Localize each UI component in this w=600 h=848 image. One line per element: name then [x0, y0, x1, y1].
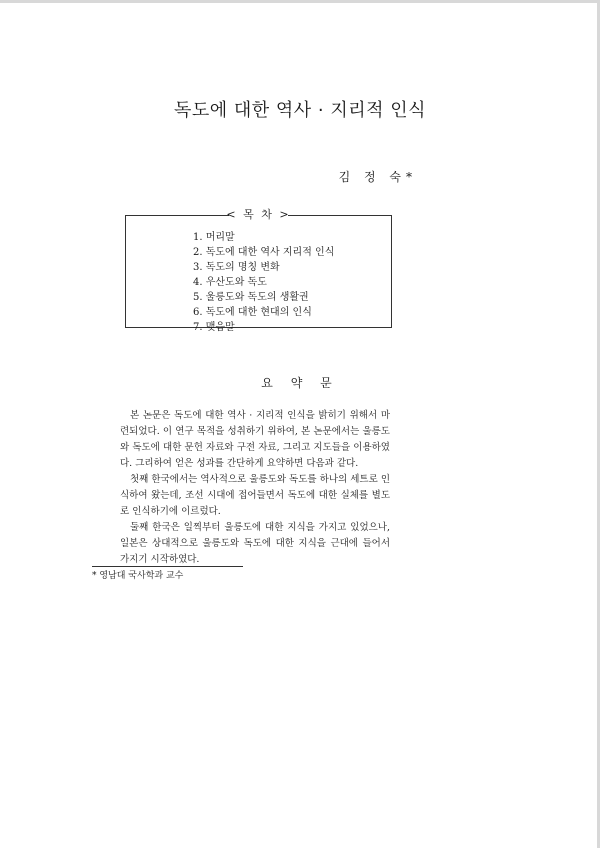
toc-item: 2. 독도에 대한 역사 지리적 인식: [193, 247, 335, 258]
toc-item: 4. 우산도와 독도: [193, 277, 267, 288]
abstract-paragraph: 본 논문은 독도에 대한 역사 · 지리적 인식을 밝히기 위해서 마련되었다. 이 연구 목적을 성취하기 위하여, 본 논문에서는 울릉도와 독도에 대한 문헌 자료와 구전 자료, 그리고 지도들을 이용하였다. 그리하여 얻은 성과를 간단하게 요약하면 다음과 같다.: [120, 410, 390, 469]
table-of-contents-box: [125, 208, 392, 333]
toc-heading: < 목 차 >: [226, 208, 291, 221]
toc-item: 5. 울릉도와 독도의 생활권: [193, 292, 309, 303]
abstract-body: [120, 408, 390, 568]
footnote-rule: [92, 566, 243, 567]
toc-item: 7. 맺음말: [193, 322, 235, 333]
toc-item: 3. 독도의 명칭 변화: [193, 262, 280, 273]
author-name: 김 정 숙*: [338, 170, 417, 184]
paper-title: 독도에 대한 역사 · 지리적 인식: [174, 100, 426, 121]
abstract-heading: 요 약 문: [261, 376, 339, 390]
abstract-paragraph: 첫째 한국에서는 역사적으로 울릉도와 독도를 하나의 세트로 인식하여 왔는데, 조선 시대에 접어들면서 독도에 대한 실체를 별도로 인식하기에 이르렀다.: [120, 474, 390, 517]
abstract-paragraph: 둘째 한국은 일찍부터 울릉도에 대한 지식을 가지고 있었으나, 일본은 상대적으로 울릉도와 독도에 대한 지식을 근대에 들어서 가지기 시작하였다.: [120, 522, 390, 565]
toc-item: 6. 독도에 대한 현대의 인식: [193, 307, 312, 318]
page-frame-top: [0, 0, 600, 3]
footnote: * 영남대 국사학과 교수: [92, 571, 184, 581]
toc-list: [193, 230, 334, 335]
toc-item: 1. 머리말: [193, 232, 235, 243]
